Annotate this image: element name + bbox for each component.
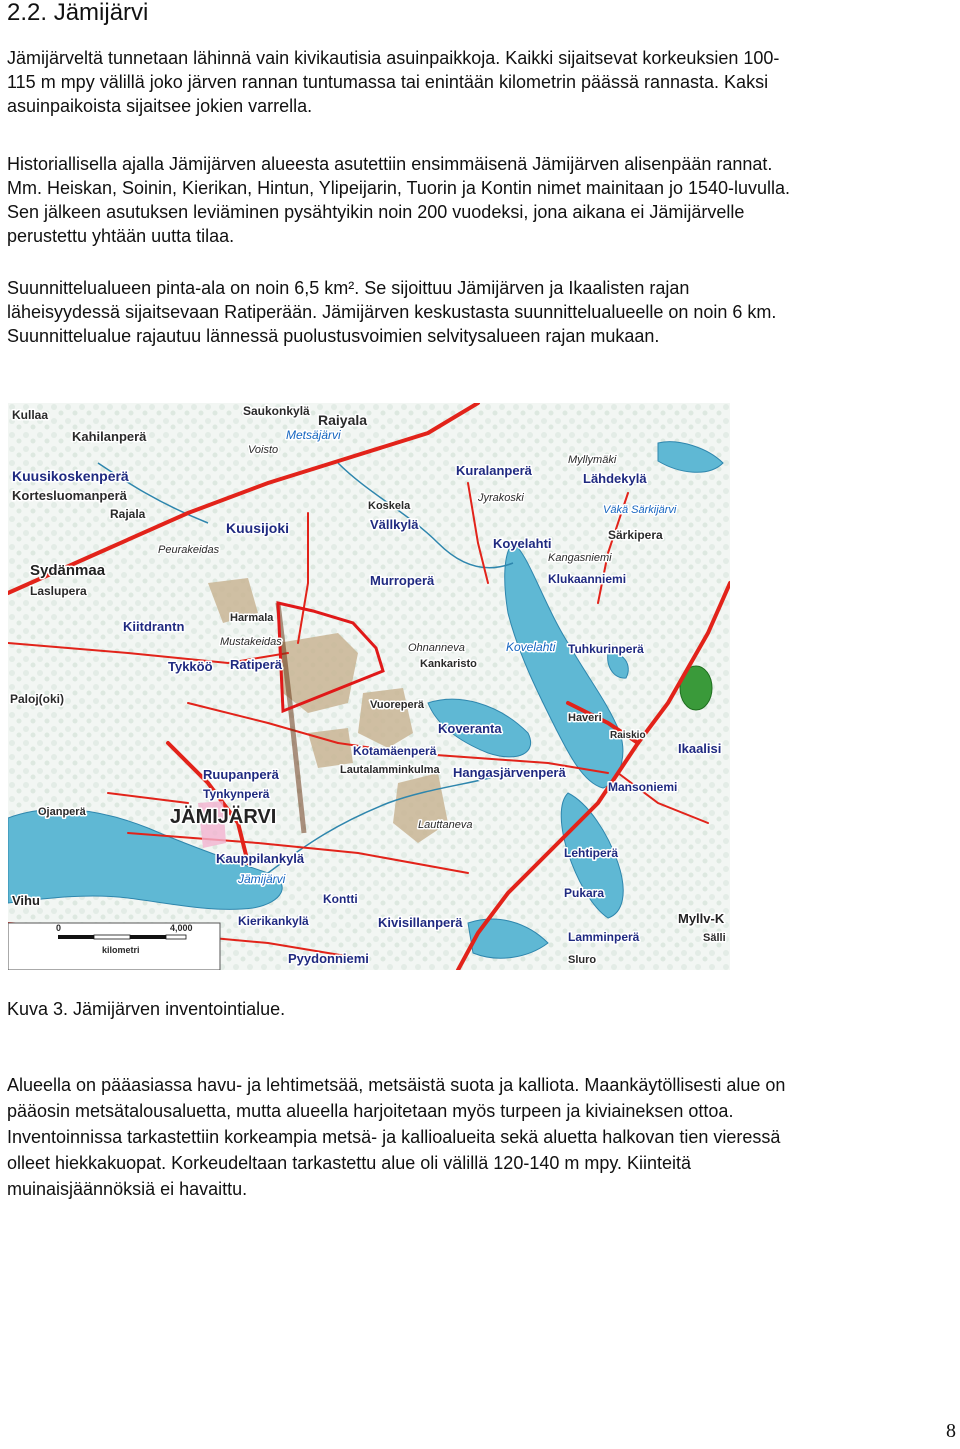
map-label: Haveri xyxy=(568,712,602,724)
map-label: Ojanperä xyxy=(38,806,86,818)
map-label: Rajala xyxy=(110,507,146,521)
text-line: pääosin metsätalousaluetta, mutta alueella harjoitetaan myös turpeen ja kiviaineksen ottoa. xyxy=(7,1101,734,1121)
map-label: Sluro xyxy=(568,954,597,966)
map-label: Lähdekylä xyxy=(583,471,647,486)
map-label: Tynkynperä xyxy=(203,787,270,801)
map-label: Kovelahti xyxy=(506,640,556,654)
map-label: Ruupanperä xyxy=(203,767,279,782)
text-line: Alueella on pääasiassa havu- ja lehtimetsää, metsäistä suota ja kalliota. Maankäytöllisesti alue on xyxy=(7,1075,786,1095)
text-line: asuinpaikoista sijaitsee jokien varrella. xyxy=(7,96,313,116)
map-label: Tuhkurinperä xyxy=(568,642,644,656)
map-label: Harmala xyxy=(230,612,274,624)
map-label: Kiitdrantn xyxy=(123,619,185,634)
map-label: Klukaanniemi xyxy=(548,572,627,586)
map-label: Pyydonniemi xyxy=(288,951,369,966)
map-label: Ohnanneva xyxy=(408,642,465,654)
map-label: Vällkylä xyxy=(370,517,419,532)
paragraph-history xyxy=(7,152,952,248)
map-label: Jyrakoski xyxy=(478,492,524,504)
map-label: Myllv-K xyxy=(678,911,725,926)
scale-start-label: 0 xyxy=(56,923,62,933)
map-label: Lamminperä xyxy=(568,930,640,944)
section-heading: 2.2. Jämijärvi xyxy=(7,0,149,26)
map-label: Koyelahti xyxy=(493,536,552,551)
map-label: Mansoniemi xyxy=(608,780,678,794)
text-line: 115 m mpy välillä joko järven rannan tuntumassa tai enintään kilometrin päässä rannasta. Kaksi xyxy=(7,72,769,92)
text-line: perustettu yhtään uutta tilaa. xyxy=(7,226,235,246)
map-label: Lautalamminkulma xyxy=(340,764,440,776)
map-label: Raiskio xyxy=(610,730,646,741)
map-label: Koskela xyxy=(368,500,411,512)
paragraph-area xyxy=(7,276,952,348)
map-label: Kuusikoskenperä xyxy=(12,468,129,484)
map-label: Sydänmaa xyxy=(30,562,106,579)
inventory-map xyxy=(8,403,730,970)
map-label: Jämijärvi xyxy=(238,872,286,886)
text-line: muinaisjäännöksiä ei havaittu. xyxy=(7,1179,248,1199)
map-label: Kahilanperä xyxy=(72,429,147,444)
scale-bar xyxy=(8,923,220,970)
map-label: Myllymäki xyxy=(568,454,617,466)
map-label: Kivisillanperä xyxy=(378,915,463,930)
map-label: Kankaristo xyxy=(420,658,477,670)
map-label: Sälli xyxy=(703,932,726,944)
map-label: Saukonkylä xyxy=(243,404,310,418)
map-label: Kuusijoki xyxy=(226,520,290,536)
text-line: Mm. Heiskan, Soinin, Kierikan, Hintun, Ylipeijarin, Tuorin ja Kontin nimet mainitaan jo 1540-luvulla. xyxy=(7,178,791,198)
map-label: Ikaalisi xyxy=(678,741,722,756)
map-label: Raiyala xyxy=(318,412,368,428)
paragraph-findings xyxy=(7,1072,952,1202)
map-label: JÄMIJÄRVI xyxy=(170,806,277,828)
text-line: olleet hiekkakuopat. Korkeudeltaan tarkastettu alue oli välillä 120-140 m mpy. Kiinteitä xyxy=(7,1153,692,1173)
text-line: Inventoinnissa tarkastettiin korkeampia metsä- ja kallioalueita sekä aluetta halkovan tien vieressä xyxy=(7,1127,781,1147)
scale-end-label: 4,000 xyxy=(170,923,193,933)
map-label: Ratiperä xyxy=(230,657,283,672)
map-label: Vihu xyxy=(12,893,40,908)
map-label: Laslupera xyxy=(30,584,87,598)
text-line: Suunnittelualueen pinta-ala on noin 6,5 km². Se sijoittuu Jämijärven ja Ikaalisten rajan xyxy=(7,278,690,298)
map-label: Kauppilankylä xyxy=(216,851,305,866)
map-label: Tykköö xyxy=(168,659,213,674)
map-label: Koveranta xyxy=(438,721,502,736)
map-label: Metsäjärvi xyxy=(286,428,341,442)
map-label: Lauttaneva xyxy=(418,819,473,831)
map-label: Paloj(oki) xyxy=(10,692,65,706)
text-line: Sen jälkeen asutuksen leviäminen pysähtyikin noin 200 vuodeksi, jona aikana ei Jämijärvelle xyxy=(7,202,745,222)
map-label: Kontti xyxy=(323,892,358,906)
map-label: Pukara xyxy=(564,886,605,900)
map-label: Väkä Särkijärvi xyxy=(603,504,677,516)
figure-caption: Kuva 3. Jämijärven inventointialue. xyxy=(7,999,286,1019)
map-label: Kullaa xyxy=(12,408,49,422)
map-label: Kuralanperä xyxy=(456,463,532,478)
map-canvas xyxy=(8,403,730,970)
map-label: Vuoreperä xyxy=(370,699,425,711)
map-label: Murroperä xyxy=(370,573,435,588)
map-label: Lehtiperä xyxy=(564,846,619,860)
text-line: Jämijärveltä tunnetaan lähinnä vain kivikautisia asuinpaikkoja. Kaikki sijaitsevat korkeuksien 100- xyxy=(7,48,780,68)
map-label: Kortesluomanperä xyxy=(12,488,127,503)
map-label: Voisto xyxy=(248,444,279,456)
text-line: läheisyydessä sijaitsevaan Ratiperään. Jämijärven keskustasta suunnittelualueelle on noin 6 km. xyxy=(7,302,777,322)
map-label: Kotamäenperä xyxy=(353,744,437,758)
map-label: Särkipera xyxy=(608,528,663,542)
map-label: Kangasniemi xyxy=(548,552,612,564)
page-number: 8 xyxy=(946,1420,956,1442)
paragraph-intro xyxy=(7,46,952,118)
map-label: Peurakeidas xyxy=(158,544,220,556)
map-label: Hangasjärvenperä xyxy=(453,765,566,780)
map-label: Kierikankylä xyxy=(238,914,309,928)
scale-unit-label: kilometri xyxy=(102,945,140,955)
map-label: Mustakeidas xyxy=(220,636,282,648)
text-line: Historiallisella ajalla Jämijärven alueesta asutettiin ensimmäisenä Jämijärven alisenpään rannat. xyxy=(7,154,773,174)
text-line: Suunnittelualue rajautuu lännessä puolustusvoimien selvitysalueen rajan mukaan. xyxy=(7,326,660,346)
